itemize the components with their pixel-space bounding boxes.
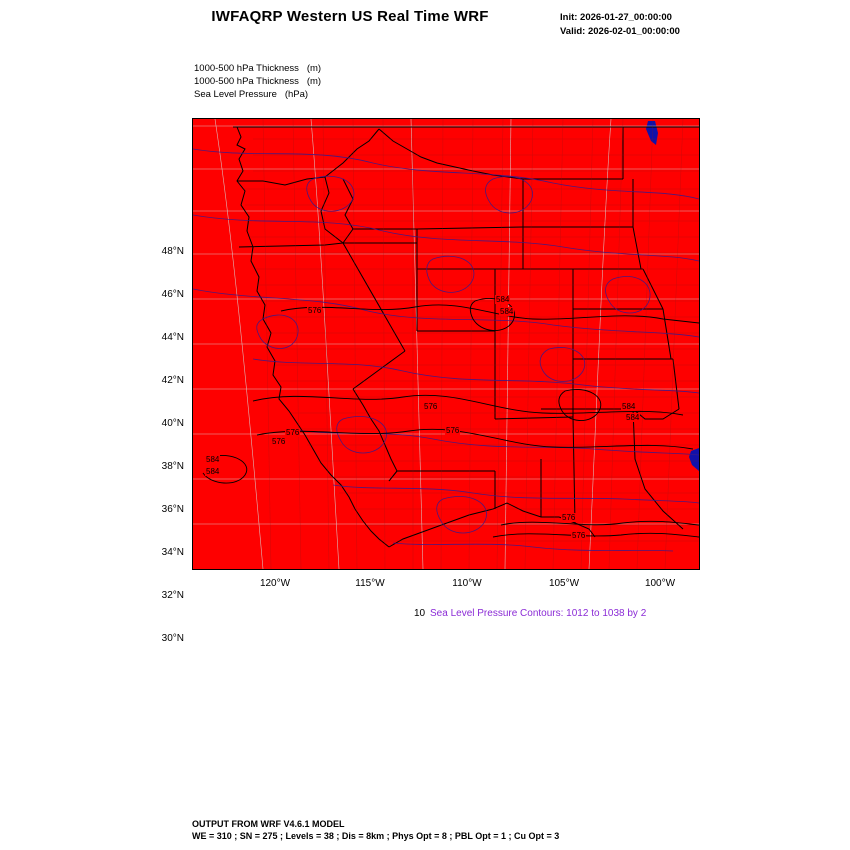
thickness-label-584: 584: [206, 467, 220, 476]
y-tick: 34°N: [161, 547, 184, 558]
thickness-label-576: 576: [562, 513, 576, 522]
thickness-label-576: 576: [308, 306, 322, 315]
field-legend-line-3: Sea Level Pressure (hPa): [194, 89, 309, 100]
y-tick: 48°N: [161, 246, 184, 257]
y-tick: 32°N: [161, 590, 184, 601]
model-footer: [192, 818, 559, 842]
map-plot-area[interactable]: [192, 118, 700, 570]
caption-text: Sea Level Pressure Contours: 1012 to 1038 by 2: [430, 608, 647, 619]
y-tick: 30°N: [161, 633, 184, 644]
thickness-label-576: 576: [424, 402, 438, 411]
footer-line-2: WE = 310 ; SN = 275 ; Levels = 38 ; Dis = 8km ; Phys Opt = 8 ; PBL Opt = 1 ; Cu Opt = 3: [192, 831, 560, 841]
thickness-label-584: 584: [496, 295, 510, 304]
thickness-label-576: 576: [572, 531, 586, 540]
thickness-label-576: 576: [272, 437, 286, 446]
y-tick: 44°N: [161, 332, 184, 343]
x-tick: 115°W: [355, 578, 385, 589]
thickness-label-584: 584: [626, 413, 640, 422]
footer-line-1: OUTPUT FROM WRF V4.6.1 MODEL: [192, 819, 345, 829]
valid-time-label: Valid: 2026-02-01_00:00:00: [560, 26, 680, 37]
y-tick: 40°N: [161, 418, 184, 429]
weather-map-svg: [193, 119, 699, 569]
x-tick: 110°W: [452, 578, 482, 589]
page-title: IWFAQRP Western US Real Time WRF: [211, 8, 489, 25]
y-tick: 38°N: [161, 461, 184, 472]
caption-number: 10: [414, 608, 426, 619]
x-tick: 105°W: [548, 578, 580, 589]
field-legend: [194, 62, 321, 101]
field-legend-line-1: 1000-500 hPa Thickness (m): [194, 63, 322, 74]
thickness-label-584: 584: [206, 455, 220, 464]
init-time-label: Init: 2026-01-27_00:00:00: [560, 12, 672, 23]
thickness-label-576: 576: [446, 426, 460, 435]
thickness-label-576: 576: [286, 428, 300, 437]
thickness-label-584: 584: [622, 402, 636, 411]
y-tick: 36°N: [161, 504, 184, 515]
y-tick: 46°N: [161, 289, 184, 300]
x-tick: 120°W: [259, 578, 291, 589]
x-tick: 100°W: [644, 578, 676, 589]
x-axis-tick-labels: [192, 578, 700, 598]
y-axis-tick-labels: [118, 118, 188, 644]
thickness-label-584: 584: [500, 307, 514, 316]
y-tick: 42°N: [161, 375, 184, 386]
field-legend-line-2: 1000-500 hPa Thickness (m): [194, 76, 322, 87]
